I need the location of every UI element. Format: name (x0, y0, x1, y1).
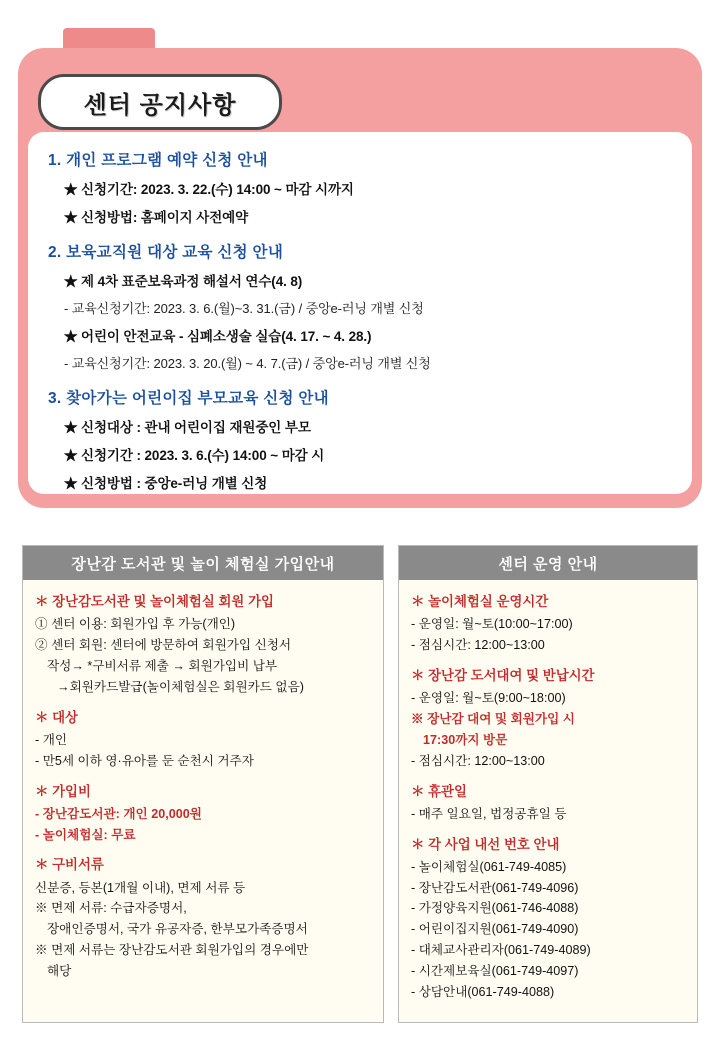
notice-line: - 교육신청기간: 2023. 3. 20.(월) ~ 4. 7.(금) / 중앙e-러닝 개별 신청 (64, 356, 431, 371)
notice-line: ★ 신청기간 : 2023. 3. 6.(수) 14:00 ~ 마감 시 (64, 448, 325, 463)
panel-membership-body (23, 580, 383, 1002)
panel-membership-guide (22, 545, 384, 1023)
panel-row: - 점심시간: 12:00~13:00 (411, 753, 545, 768)
panel-row: ② 센터 회원: 센터에 방문하여 회원가입 신청서 (35, 638, 292, 652)
panel-membership-header: 장난감 도서관 및 놀이 체험실 가입안내 (23, 546, 383, 580)
panel-row: - 장난감도서관(061-749-4096) (411, 880, 579, 895)
panel-row: - 만5세 이하 영·유아를 둔 순천시 거주자 (35, 753, 254, 768)
panel-row: 신분증, 등본(1개월 이내), 면제 서류 등 (35, 880, 246, 895)
panel-block (35, 708, 371, 771)
panel-block (411, 592, 685, 655)
panel-row: - 가정양육지원(061-746-4088) (411, 901, 579, 916)
panel-row: ※ 면제 서류: 수급자증명서, (35, 901, 187, 916)
notice-line: ★ 어린이 안전교육 - 심폐소생술 실습(4. 17. ~ 4. 28.) (64, 329, 372, 344)
panel-row: - 놀이체험실: 무료 (35, 827, 136, 842)
panel-block (411, 666, 685, 771)
panel-row: - 운영일: 월~토(10:00~17:00) (411, 617, 573, 632)
notice-line: ★ 신청방법: 홈페이지 사전예약 (64, 210, 249, 225)
page-title: 센터 공지사항 (83, 91, 237, 119)
panel-block-title: ＊ 구비서류 (35, 857, 104, 873)
panel-block (35, 592, 371, 697)
panel-operation-guide (398, 545, 698, 1023)
panel-row: - 대체교사관리자(061-749-4089) (411, 943, 591, 958)
panel-row: - 어린이집지원(061-749-4090) (411, 922, 579, 937)
panel-operation-body (399, 580, 697, 1023)
panel-block-title: ＊ 장난감도서관 및 놀이체험실 회원 가입 (35, 594, 274, 609)
panel-block-title: ＊ 대상 (35, 709, 78, 725)
panel-block-title: ＊ 휴관일 (411, 783, 467, 799)
notice-line: ★ 신청기간: 2023. 3. 22.(수) 14:00 ~ 마감 시까지 (64, 182, 354, 197)
notice-title-badge (38, 74, 282, 130)
notice-line: - 교육신청기간: 2023. 3. 6.(월)~3. 31.(금) / 중앙e-러닝 개별 신청 (64, 301, 424, 316)
panel-row: ※ 장난감 대여 및 회원가입 시 (411, 711, 575, 726)
panel-row: - 상담안내(061-749-4088) (411, 985, 555, 1000)
notice-line: ★ 신청방법 : 중앙e-러닝 개별 신청 (64, 476, 268, 491)
notice-section-heading: 1. 개인 프로그램 예약 신청 안내 (48, 152, 268, 169)
panel-row: - 개인 (35, 732, 68, 747)
panel-block (411, 782, 685, 824)
panel-row: - 점심시간: 12:00~13:00 (411, 638, 545, 652)
spacer (48, 500, 678, 506)
panel-row: ※ 면제 서류는 장난감도서관 회원가입의 경우에만 (35, 943, 309, 958)
notice-section-heading: 2. 보육교직원 대상 교육 신청 안내 (48, 244, 284, 261)
panel-row: ① 센터 이용: 회원가입 후 가능(개인) (35, 617, 236, 632)
panel-row: 장애인증명서, 국가 유공자증, 한부모가족증명서 (47, 922, 308, 937)
panel-row: 17:30까지 방문 (423, 732, 508, 747)
panel-block-title: ＊ 가입비 (35, 783, 91, 799)
panel-row: - 운영일: 월~토(9:00~18:00) (411, 691, 566, 705)
panel-row: - 놀이체험실(061-749-4085) (411, 859, 567, 874)
panel-block (411, 835, 685, 1002)
panel-row: - 장난감도서관: 개인 20,000원 (35, 806, 202, 821)
panel-block-title: ＊ 장난감 도서대여 및 반납시간 (411, 667, 595, 683)
notice-line: ★ 제 4차 표준보육과정 해설서 연수(4. 8) (64, 274, 303, 289)
panel-operation-header: 센터 운영 안내 (399, 546, 697, 580)
panel-block-title: ＊ 놀이체험실 운영시간 (411, 594, 549, 609)
panel-row: - 매주 일요일, 법정공휴일 등 (411, 806, 567, 821)
notice-body (48, 148, 678, 506)
notice-line: ★ 신청대상 : 관내 어린이집 재원중인 부모 (64, 420, 311, 435)
notice-section-heading: 3. 찾아가는 어린이집 부모교육 신청 안내 (48, 390, 329, 407)
panel-row: 해당 (47, 964, 72, 979)
panel-row: →회원카드발급(놀이체험실은 회원카드 없음) (57, 679, 304, 694)
panel-block (35, 855, 371, 981)
panel-block-title: ＊ 각 사업 내선 번호 안내 (411, 836, 560, 852)
panel-row: 작성→ *구비서류 제출 → 회원가입비 납부 (47, 658, 278, 673)
panel-block (35, 782, 371, 845)
panel-row: - 시간제보육실(061-749-4097) (411, 964, 579, 979)
